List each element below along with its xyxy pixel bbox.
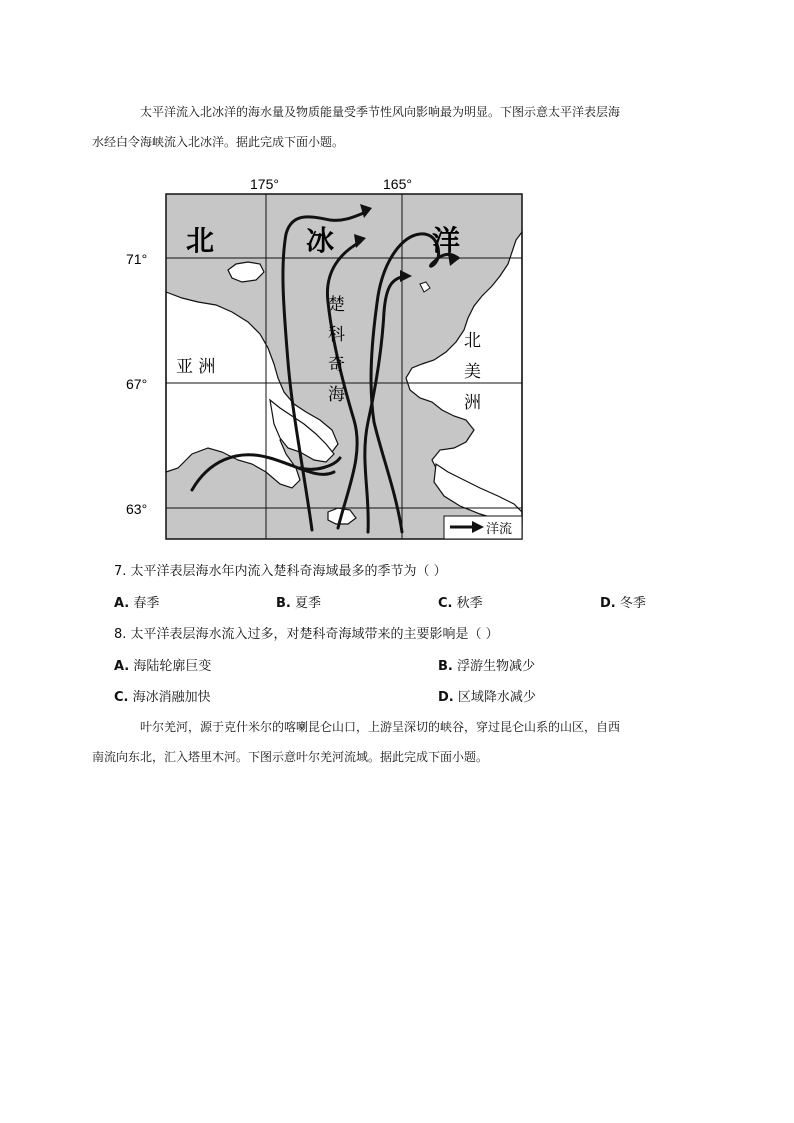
q7-option-a[interactable] <box>114 592 159 611</box>
question-8-stem: 8. 太平洋表层海水流入过多，对楚科奇海域带来的主要影响是（ ） <box>114 627 499 642</box>
question-7-stem: 7. 太平洋表层海水年内流入楚科奇海域最多的季节为（ ） <box>114 564 447 579</box>
lat-label-67: 67° <box>126 376 148 392</box>
ocean-label-char-1: 北 <box>186 224 215 257</box>
q7-option-d-text: 冬季 <box>619 596 646 611</box>
q8-option-b[interactable] <box>438 655 535 674</box>
ocean-label-char-2: 冰 <box>306 224 335 257</box>
intro-1-line-2: 水经白令海峡流入北冰洋。据此完成下面小题。 <box>92 135 345 149</box>
lon-label-175: 175° <box>250 176 279 192</box>
intro-paragraph-2 <box>92 712 704 772</box>
q8-option-d-text: 区域降水减少 <box>457 690 536 705</box>
intro-2-line-2: 南流向东北，汇入塔里木河。下图示意叶尔羌河流域。据此完成下面小题。 <box>92 750 489 764</box>
sea-label-char-4: 海 <box>328 385 345 405</box>
q7-option-a-text: 春季 <box>133 596 160 611</box>
intro-paragraph-1 <box>92 97 704 157</box>
q7-option-d-letter: D. <box>600 596 616 611</box>
legend-label: 洋流 <box>486 522 513 537</box>
na-label-char-1: 北 <box>464 331 481 351</box>
q7-option-b-letter: B. <box>276 596 291 611</box>
q7-option-c[interactable] <box>438 592 483 611</box>
sea-label-char-2: 科 <box>328 325 345 345</box>
ocean-label-char-3: 洋 <box>432 224 461 257</box>
bering-strait-map <box>120 172 540 544</box>
lat-label-63: 63° <box>126 501 148 517</box>
q7-option-d[interactable] <box>600 592 646 611</box>
q8-option-a-text: 海陆轮廓巨变 <box>133 659 212 674</box>
q7-option-c-letter: C. <box>438 596 453 611</box>
q7-option-a-letter: A. <box>114 596 130 611</box>
sea-label-char-3: 奇 <box>328 355 345 375</box>
q7-option-c-text: 秋季 <box>456 596 483 611</box>
q8-option-b-text: 浮游生物减少 <box>457 659 536 674</box>
intro-1-line-1: 太平洋流入北冰洋的海水量及物质能量受季节性风向影响最为明显。下图示意太平洋表层海 <box>140 105 621 119</box>
q8-option-a-letter: A. <box>114 659 130 674</box>
lat-label-71: 71° <box>126 251 148 267</box>
na-label-char-2: 美 <box>464 362 481 382</box>
q8-option-b-letter: B. <box>438 659 453 674</box>
map-svg <box>120 172 540 544</box>
q8-option-d-letter: D. <box>438 690 454 705</box>
q8-option-d[interactable] <box>438 686 536 705</box>
na-label-char-3: 洲 <box>464 393 481 413</box>
intro-2-line-1: 叶尔羌河，源于克什米尔的喀喇昆仑山口，上游呈深切的峡谷，穿过昆仑山系的山区，自西 <box>140 720 621 734</box>
asia-label: 亚 洲 <box>176 357 216 377</box>
q7-option-b-text: 夏季 <box>295 596 322 611</box>
q8-option-a[interactable] <box>114 655 211 674</box>
lon-label-165: 165° <box>383 176 412 192</box>
q8-option-c-text: 海冰消融加快 <box>132 690 211 705</box>
q7-option-b[interactable] <box>276 592 321 611</box>
q8-option-c-letter: C. <box>114 690 129 705</box>
sea-label-char-1: 楚 <box>328 295 345 315</box>
q8-option-c[interactable] <box>114 686 211 705</box>
